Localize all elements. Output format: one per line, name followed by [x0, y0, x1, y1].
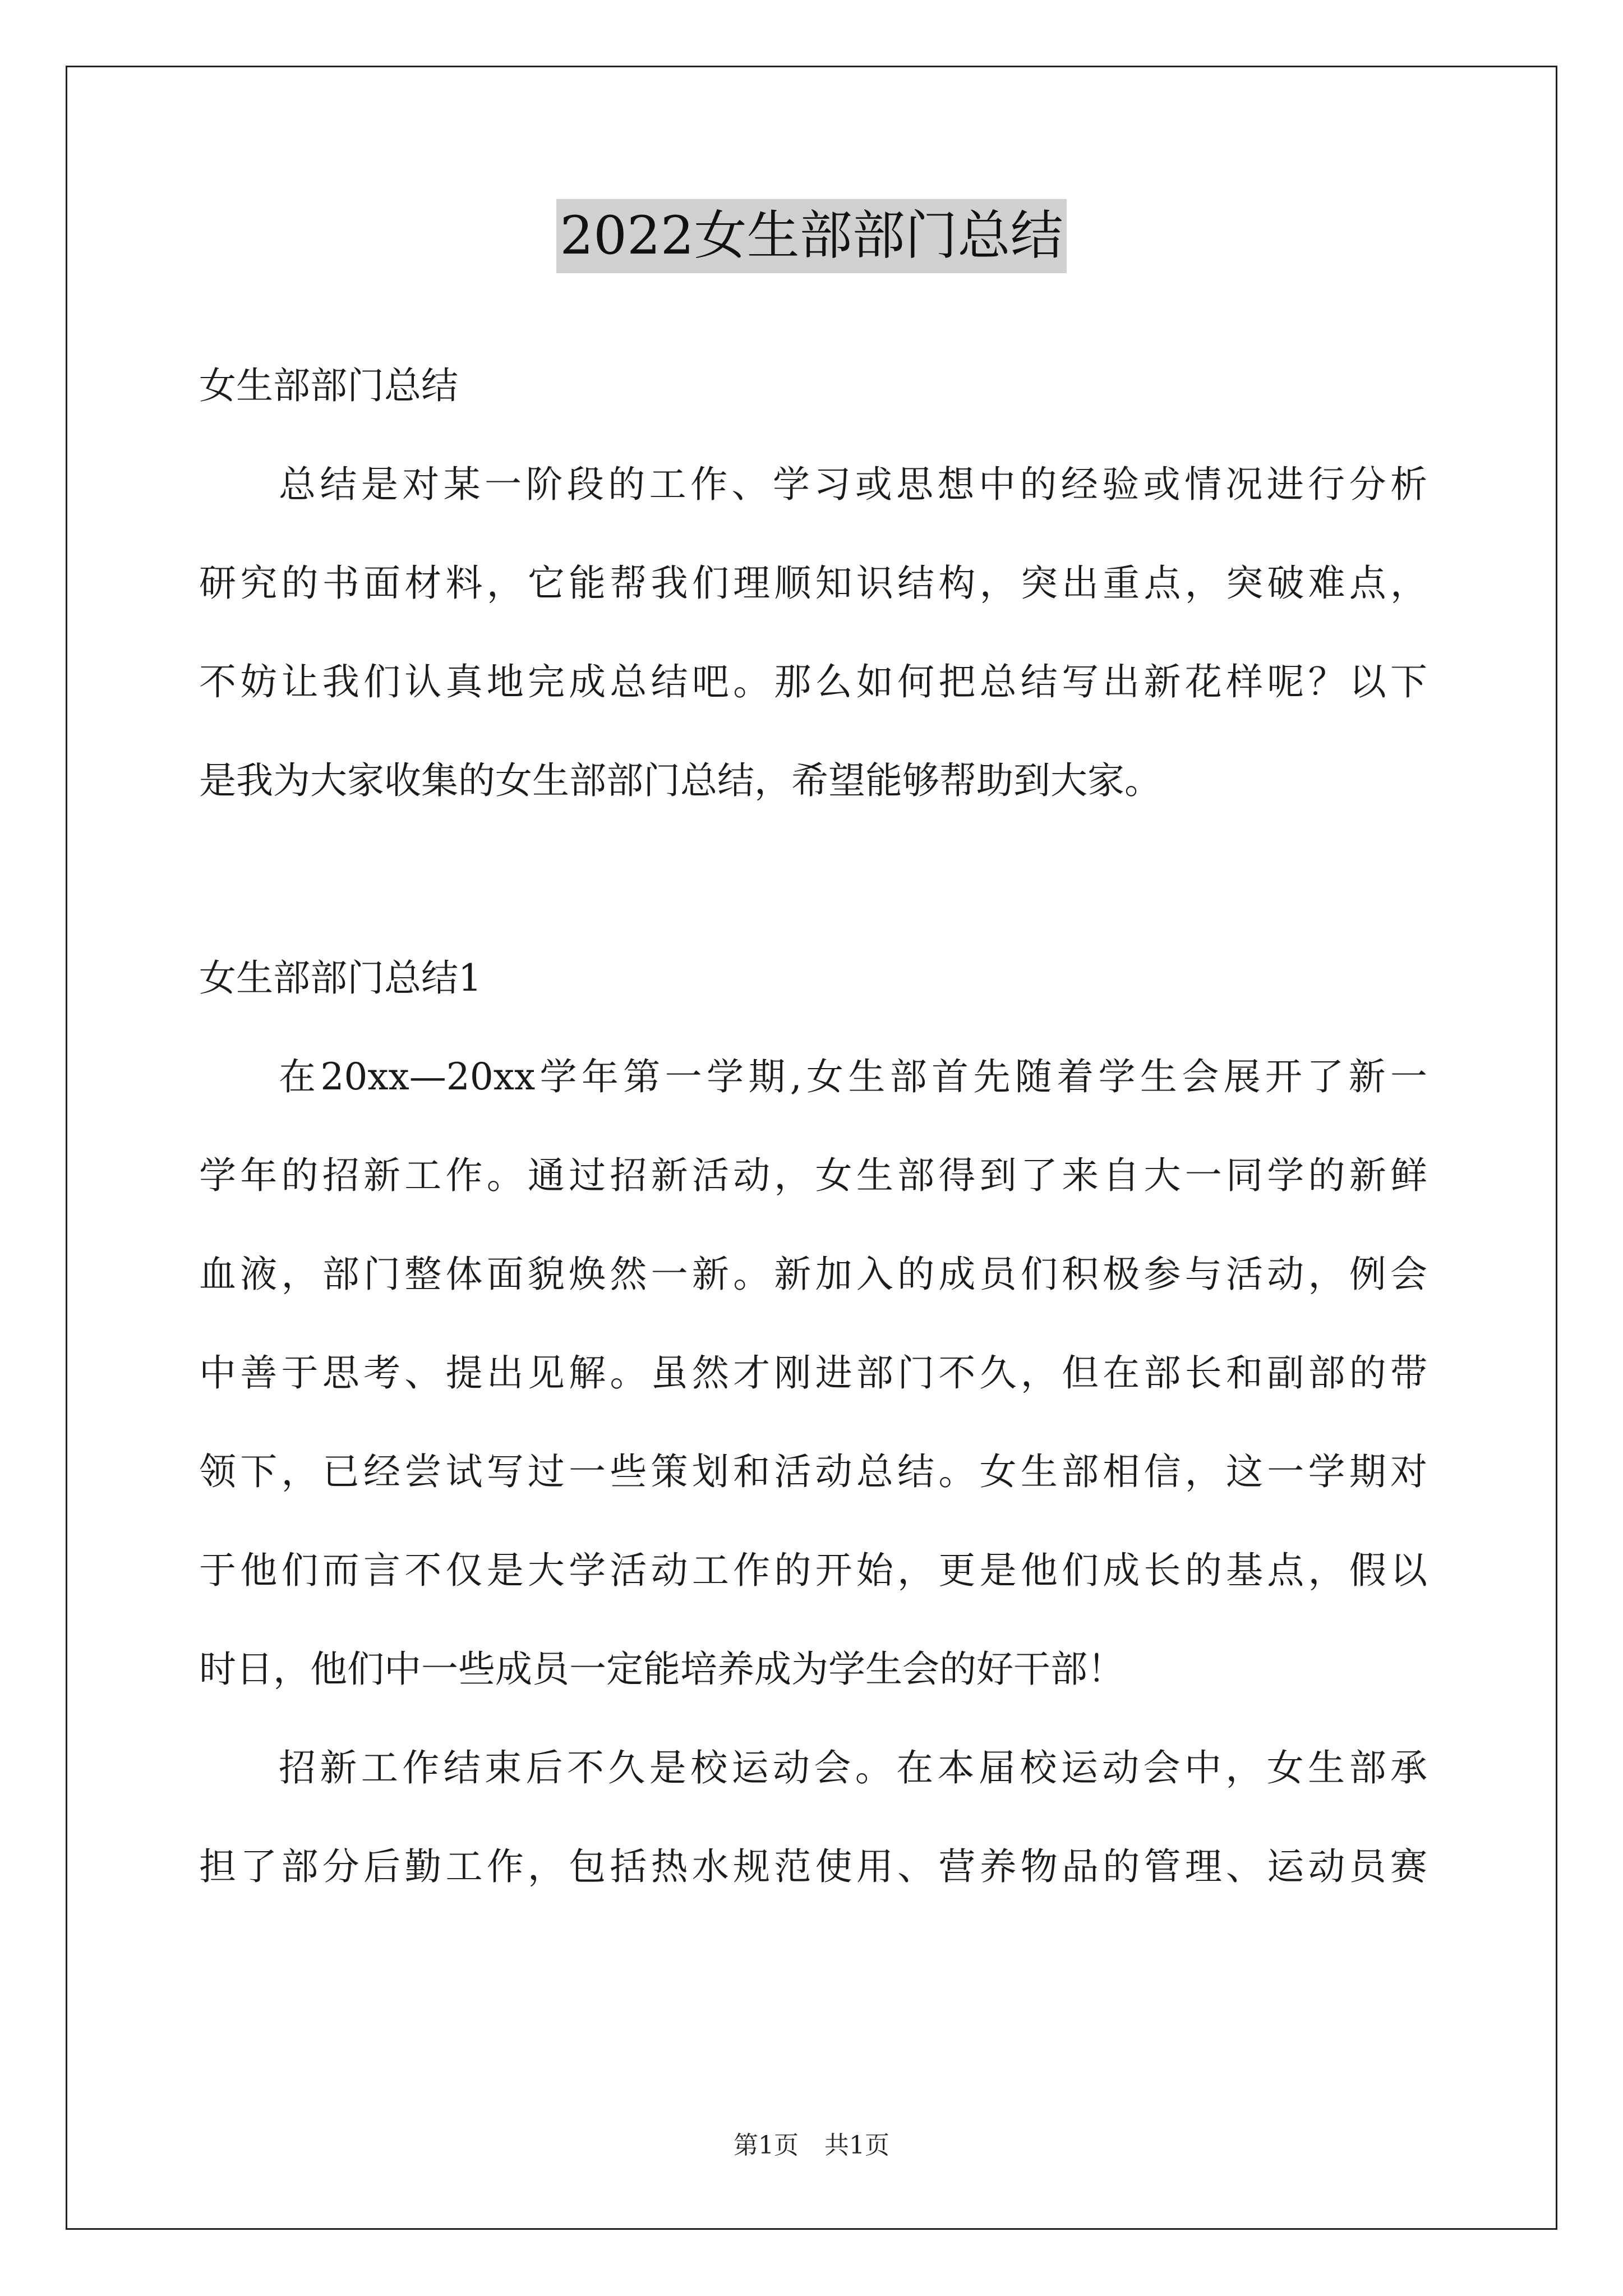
paragraph-line: 招新工作结束后不久是校运动会。在本届校运动会中，女生部承 — [279, 1746, 1427, 1789]
paragraph-line: 研究的书面材料，它能帮我们理顺知识结构，突出重点，突破难点， — [199, 562, 1427, 605]
blank-line — [199, 830, 1427, 929]
document-title: 2022女生部部门总结 — [556, 199, 1066, 273]
paragraph-line: 不妨让我们认真地完成总结吧。那么如何把总结写出新花样呢？以下 — [199, 660, 1427, 703]
page-footer — [0, 2129, 1623, 2162]
page-number: 第1页 — [734, 2131, 799, 2160]
paragraph-line: 于他们而言不仅是大学活动工作的开始，更是他们成长的基点，假以 — [199, 1549, 1427, 1592]
paragraph-line: 学年的招新工作。通过招新活动，女生部得到了来自大一同学的新鲜 — [199, 1154, 1427, 1197]
paragraph-line: 时日，他们中一些成员一定能培养成为学生会的好干部！ — [199, 1648, 1124, 1691]
paragraph-line: 血液，部门整体面貌焕然一新。新加入的成员们积极参与活动，例会 — [199, 1253, 1427, 1296]
document-body — [199, 337, 1427, 1916]
section-heading: 女生部部门总结1 — [199, 956, 482, 1000]
paragraph-line: 领下，已经尝试写过一些策划和活动总结。女生部相信，这一学期对 — [199, 1450, 1427, 1493]
paragraph-line: 是我为大家收集的女生部部门总结，希望能够帮助到大家。 — [199, 759, 1161, 802]
paragraph-line: 总结是对某一阶段的工作、学习或思想中的经验或情况进行分析 — [279, 463, 1427, 506]
paragraph-line: 担了部分后勤工作，包括热水规范使用、营养物品的管理、运动员赛 — [199, 1845, 1427, 1888]
paragraph-line: 在20xx—20xx学年第一学期,女生部首先随着学生会展开了新一 — [279, 1055, 1427, 1098]
paragraph-line: 中善于思考、提出见解。虽然才刚进部门不久，但在部长和副部的带 — [199, 1351, 1427, 1395]
section-heading: 女生部部门总结 — [199, 364, 458, 407]
title-container — [0, 199, 1623, 273]
page-total: 共1页 — [824, 2131, 889, 2160]
